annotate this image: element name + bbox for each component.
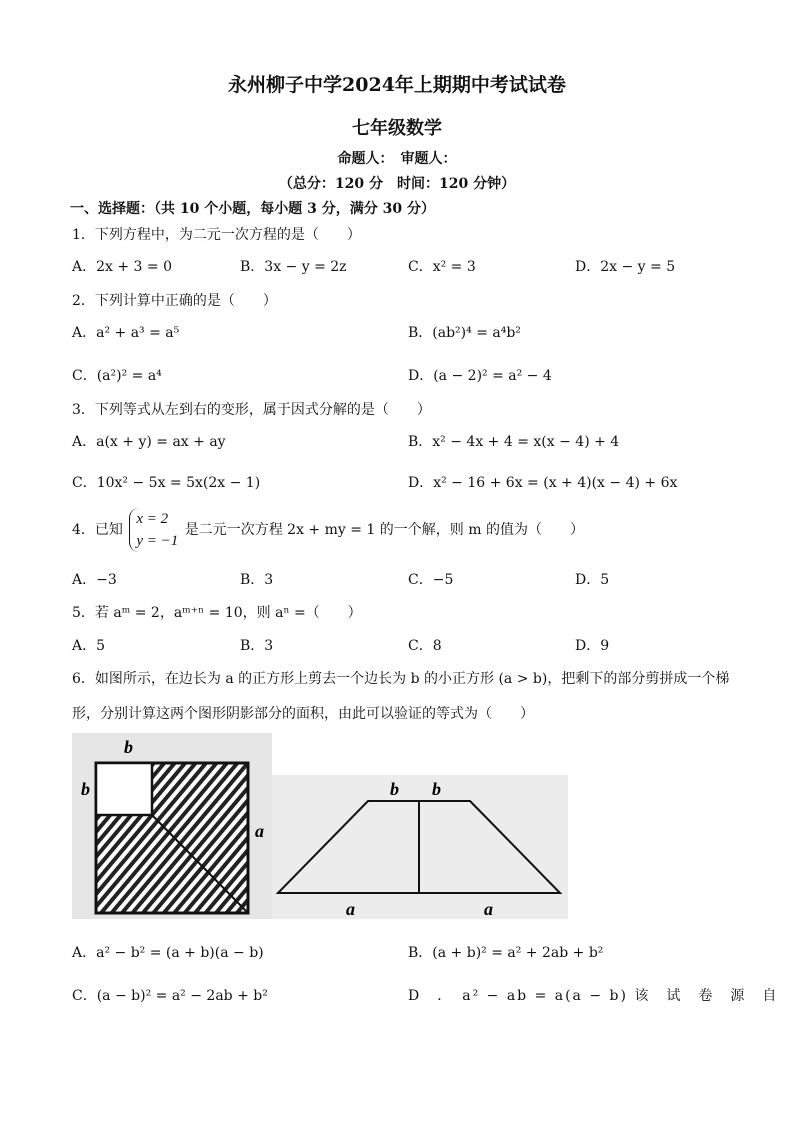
cutout-square [96, 763, 152, 815]
question-4-option-d: D．5 [575, 572, 610, 588]
question-5-option-d: D．9 [575, 638, 610, 654]
question-2-stem: 2．下列计算中正确的是（ ） [72, 293, 277, 309]
exam-authors: 命题人： 审题人： [337, 151, 457, 167]
question-3-option-c: C．10x² − 5x = 5x(2x − 1) [72, 475, 261, 491]
question-1-option-b: B．3x − y = 2z [240, 259, 347, 275]
question-3-option-a: A．a(x + y) = ax + ay [72, 434, 226, 450]
question-6-option-a: A．a² − b² = (a + b)(a − b) [72, 945, 264, 961]
question-5-option-b: B．3 [240, 638, 274, 654]
question-2-option-d: D．(a − 2)² = a² − 4 [408, 368, 552, 384]
exam-title: 永州柳子中学2024年上期期中考试试卷 [228, 74, 566, 96]
label-square-left: b [81, 779, 90, 799]
question-3-stem: 3．下列等式从左到右的变形，属于因式分解的是（ ） [72, 402, 431, 418]
question-1-option-a: A．2x + 3 = 0 [72, 259, 172, 275]
question-5-option-c: C．8 [408, 638, 442, 654]
question-1-stem: 1．下列方程中，为二元一次方程的是（ ） [72, 227, 361, 243]
question-4-system [129, 508, 178, 552]
question-4-option-c: C．−5 [408, 572, 454, 588]
question-2-option-b: B．(ab²)⁴ = a⁴b² [408, 325, 521, 341]
question-6-option-c: C．(a − b)² = a² − 2ab + b² [72, 988, 268, 1004]
label-square-top: b [124, 737, 133, 757]
question-6-stem-line-2: 形，分别计算这两个图形阴影部分的面积，由此可以验证的等式为（ ） [72, 706, 534, 722]
question-6-stem-line-1: 6．如图所示，在边长为 a 的正方形上剪去一个边长为 b 的小正方形 (a > b)，把剩下的部分剪拼成一个梯 [72, 671, 730, 687]
figure-square [72, 733, 272, 919]
label-trap-bottom-right: a [484, 899, 493, 919]
question-6-option-b: B．(a + b)² = a² + 2ab + b² [408, 945, 604, 961]
question-4-system-line-2: y = −1 [136, 533, 179, 549]
label-trap-bottom-left: a [346, 899, 355, 919]
question-4-suffix: 是二元一次方程 2x + my = 1 的一个解，则 m 的值为（ ） [184, 522, 584, 538]
question-1-option-c: C．x² = 3 [408, 259, 476, 275]
question-4-stem [72, 508, 584, 552]
question-2-option-c: C．(a²)² = a⁴ [72, 368, 162, 384]
label-square-right: a [255, 821, 264, 841]
question-1-option-d: D．2x − y = 5 [575, 259, 676, 275]
question-3-option-d: D．x² − 16 + 6x = (x + 4)(x − 4) + 6x [408, 475, 678, 491]
question-6-option-d: D ． a² − ab = a(a − b) 该 试 卷 源 自 [408, 988, 779, 1004]
question-5-option-a: A．5 [72, 638, 106, 654]
question-4-option-a: A．−3 [72, 572, 117, 588]
label-trap-top-left: b [390, 779, 399, 799]
exam-score-time: （总分：120 分 时间：120 分钟） [278, 176, 516, 192]
section-heading: 一、选择题：（共 10 个小题，每小题 3 分，满分 30 分） [70, 201, 435, 217]
label-trap-top-right: b [432, 779, 441, 799]
question-4-option-b: B．3 [240, 572, 274, 588]
figure-trapezoid [272, 775, 568, 919]
exam-subject: 七年级数学 [352, 118, 442, 139]
question-5-stem: 5．若 aᵐ = 2，aᵐ⁺ⁿ = 10，则 aⁿ =（ ） [72, 605, 362, 621]
question-4-prefix: 4．已知 [72, 522, 123, 538]
question-2-option-a: A．a² + a³ = a⁵ [72, 325, 180, 341]
question-4-system-line-1: x = 2 [136, 511, 169, 527]
question-3-option-b: B．x² − 4x + 4 = x(x − 4) + 4 [408, 434, 620, 450]
